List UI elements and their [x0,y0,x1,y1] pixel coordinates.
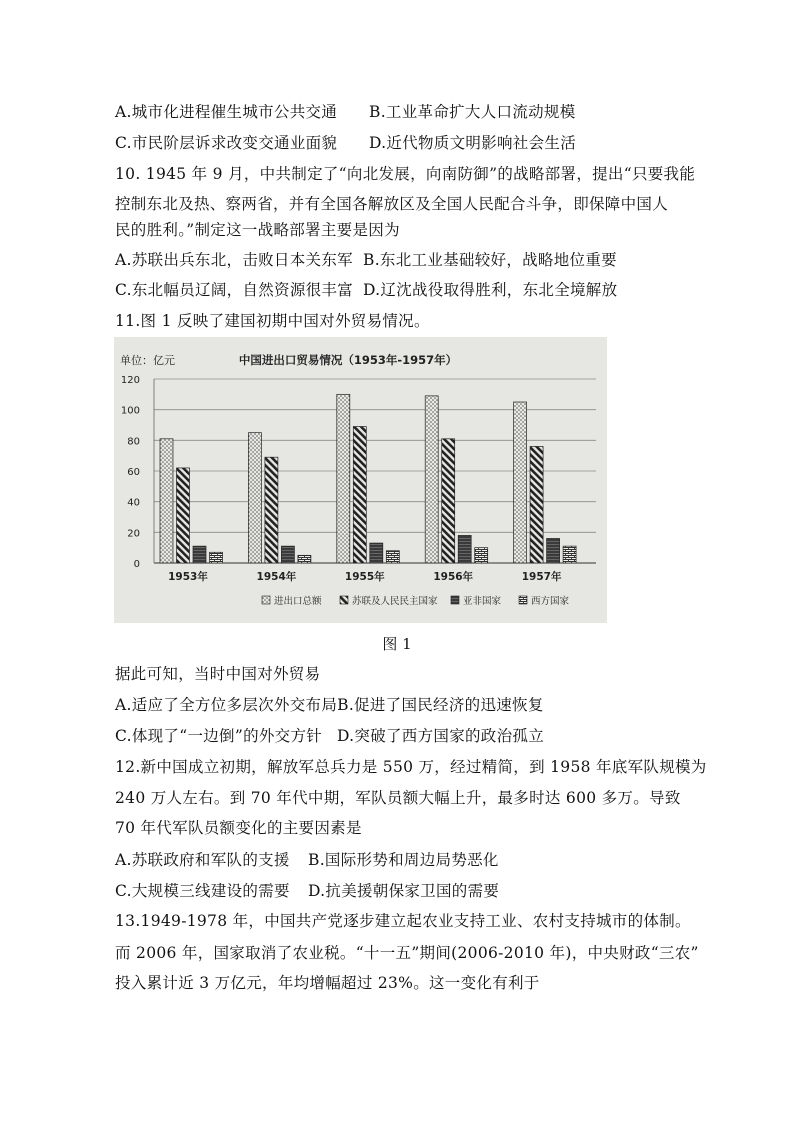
x-tick-label: 1955年 [344,571,385,583]
y-tick-label: 20 [127,528,140,540]
bar [442,439,455,563]
q12-option-b: B.国际形势和周边局势恶化 [308,851,499,869]
q10-options-row-1 [115,250,617,270]
y-tick-label: 120 [120,375,140,386]
chart-x-labels [168,570,562,583]
q12-stem-line-3: 70 年代军队员额变化的主要因素是 [115,819,362,837]
x-tick-label: 1956年 [433,571,474,583]
legend-label: 亚非国家 [463,596,502,607]
q13-stem-line-2: 而 2006 年，国家取消了农业税。“十一五”期间(2006-2010 年)，中央财政“三农” [115,944,699,962]
q9-option-b: B.工业革命扩大人口流动规模 [369,103,576,121]
q11-options-row-2 [115,726,544,746]
q10-option-b: B.东北工业基础较好，战略地位重要 [363,251,617,269]
bar [298,555,311,563]
bar [177,468,190,563]
q11-option-d: D.突破了西方国家的政治孤立 [337,727,545,745]
trade-bar-chart [114,337,607,623]
x-tick-label: 1957年 [521,571,562,583]
q9-options-row-2 [115,133,576,153]
q11-option-b: B.促进了国民经济的迅速恢复 [337,696,544,714]
chart-title: 中国进出口贸易情况（1953年-1957年） [238,353,458,367]
bar [514,402,527,563]
y-tick-label: 0 [133,559,140,570]
bar [281,546,294,563]
q9-option-c: C.市民阶层诉求改变交通业面貌 [115,134,338,152]
chart-legend [262,595,570,607]
legend-label: 进出口总额 [274,596,322,607]
q12-option-a: A.苏联政府和军队的支援 [115,851,290,869]
bar [370,543,383,563]
q11-options-row-1 [115,695,544,715]
bar [386,551,399,563]
legend-swatch [519,596,527,604]
legend-label: 西方国家 [531,596,570,607]
q10-option-d: D.辽沈战役取得胜利，东北全境解放 [363,281,618,299]
trade-chart-figure [114,337,607,623]
q11-stem: 11.图 1 反映了建国初期中国对外贸易情况。 [115,312,430,330]
q13-stem-line-1: 13.1949-1978 年，中国共产党逐步建立起农业支持工业、农村支持城市的体制。 [115,912,691,930]
bar [210,552,223,563]
q10-stem-line-1: 10. 1945 年 9 月，中共制定了“向北发展，向南防御”的战略部署，提出“只要我能 [115,165,696,183]
q11-option-a: A.适应了全方位多层次外交布局 [115,696,338,714]
q11-followup: 据此可知，当时中国对外贸易 [115,665,321,683]
y-tick-label: 80 [127,436,140,448]
legend-label: 苏联及人民民主国家 [352,596,438,607]
y-tick-label: 40 [127,497,140,509]
bar [160,439,173,563]
x-tick-label: 1953年 [168,571,208,583]
q13-stem-line-3: 投入累计近 3 万亿元，年均增幅超过 23%。这一变化有利于 [115,974,540,992]
q12-option-c: C.大规模三线建设的需要 [115,882,290,900]
legend-swatch [340,596,348,604]
bar [563,546,576,563]
bar [248,433,261,563]
q9-option-d: D.近代物质文明影响社会生活 [369,134,577,152]
figure-caption: 图 1 [382,635,412,653]
chart-unit-label: 单位：亿元 [120,354,175,367]
q11-option-c: C.体现了“一边倒”的外交方针 [115,727,323,745]
bar [425,396,438,563]
legend-swatch [262,596,270,604]
bar [265,457,278,563]
q12-stem-line-2: 240 万人左右。到 70 年代中期，军队员额大幅上升，最多时达 600 多万。导致 [115,789,681,807]
bar [547,538,560,563]
q10-stem-line-2: 控制东北及热、察两省，并有全国各解放区及全国人民配合斗争，即保障中国人 [115,195,669,213]
q10-stem-line-3: 民的胜利。”制定这一战略部署主要是因为 [115,221,400,239]
q12-option-d: D.抗美援朝保家卫国的需要 [308,882,500,900]
q12-stem-line-1: 12.新中国成立初期，解放军总兵力是 550 万，经过精简，到 1958 年底军队规模为 [115,758,707,776]
x-tick-label: 1954年 [256,571,297,583]
q10-options-row-2 [115,280,617,300]
y-tick-label: 100 [120,405,140,417]
q9-options-row-1 [115,102,576,122]
bar [193,546,206,563]
bar [530,446,543,563]
bar [337,394,350,563]
y-tick-label: 60 [127,467,140,478]
bar [458,535,471,563]
bar [475,548,488,563]
q10-option-a: A.苏联出兵东北，击败日本关东军 [115,251,353,269]
chart-bars [160,394,576,563]
q12-options-row-2 [115,881,499,901]
q10-option-c: C.东北幅员辽阔，自然资源很丰富 [115,281,354,299]
q12-options-row-1 [115,850,499,870]
q9-option-a: A.城市化进程催生城市公共交通 [115,103,338,121]
legend-swatch [451,596,459,604]
bar [353,427,366,563]
